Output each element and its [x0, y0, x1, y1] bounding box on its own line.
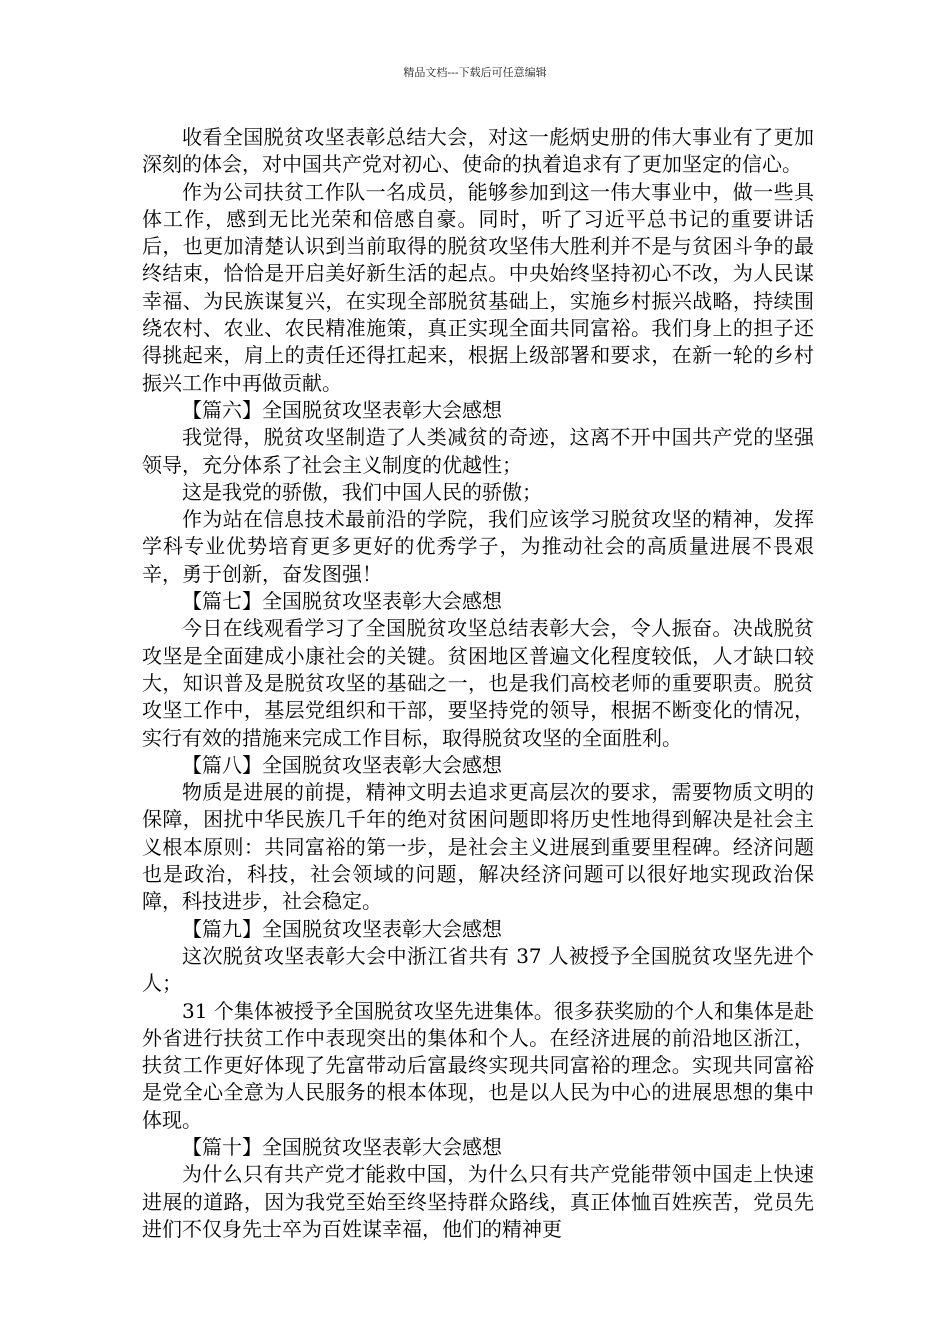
section-heading: 【篇十】全国脱贫攻坚表彰大会感想 — [182, 1134, 502, 1159]
page-header: 精品文档---下载后可任意编辑 — [403, 66, 547, 79]
paragraph: 作为公司扶贫工作队一名成员，能够参加到这一伟大事业中，做一些具体工作，感到无比光荣和倍感自豪。同时，听了习近平总书记的重要讲话后，也更加清楚认识到当前取得的脱贫攻坚伟大胜利并不是与贫困斗争的最终结束，恰恰是开启美好新生活的起点。中央始终坚持初心不改，为人民谋幸福、为民族谋复兴，在实现全部脱贫基础上，实施乡村振兴战略，持续围绕农村、农业、农民精准施策，真正实现全面共同富裕。我们身上的担子还得挑起来，肩上的责任还得扛起来，根据上级部署和要求，在新一轮的乡村振兴工作中再做贡献。 — [142, 179, 814, 395]
document-body — [142, 124, 814, 1243]
paragraph: 物质是进展的前提，精神文明去追求更高层次的要求，需要物质文明的保障，困扰中华民族几千年的绝对贫困问题即将历史性地得到解决是社会主义根本原则：共同富裕的第一步，是社会主义进展到重要里程碑。经济问题也是政治，科技，社会领域的问题，解决经济问题可以很好地实现政治保障，科技进步，社会稳定。 — [142, 780, 814, 914]
paragraph: 今日在线观看学习了全国脱贫攻坚总结表彰大会，令人振奋。决战脱贫攻坚是全面建成小康社会的关键。贫困地区普遍文化程度较低，人才缺口较大，知识普及是脱贫攻坚的基础之一，也是我们高校老师的重要职责。脱贫攻坚工作中，基层党组织和干部，要坚持党的领导，根据不断变化的情况，实行有效的措施来完成工作目标，取得脱贫攻坚的全面胜利。 — [142, 616, 814, 750]
section-heading: 【篇六】全国脱贫攻坚表彰大会感想 — [182, 397, 502, 422]
paragraph: 31 个集体被授予全国脱贫攻坚先进集体。很多获奖励的个人和集体是赴外省进行扶贫工作中表现突出的集体和个人。在经济进展的前沿地区浙江，扶贫工作更好体现了先富带动后富最终实现共同富裕的理念。实现共同富裕是党全心全意为人民服务的根本体现，也是以人民为中心的进展思想的集中体现。 — [142, 998, 814, 1132]
paragraph: 这次脱贫攻坚表彰大会中浙江省共有 37 人被授予全国脱贫攻坚先进个人； — [142, 943, 814, 996]
paragraph: 这是我党的骄傲，我们中国人民的骄傲； — [182, 479, 542, 504]
section-heading: 【篇八】全国脱贫攻坚表彰大会感想 — [182, 752, 502, 777]
section-heading: 【篇九】全国脱贫攻坚表彰大会感想 — [182, 916, 502, 941]
paragraph: 我觉得，脱贫攻坚制造了人类减贫的奇迹，这离不开中国共产党的坚强领导，充分体系了社会主义制度的优越性； — [142, 425, 814, 477]
paragraph: 收看全国脱贫攻坚表彰总结大会，对这一彪炳史册的伟大事业有了更加深刻的体会，对中国共产党对初心、使命的执着追求有了更加坚定的信心。 — [142, 125, 814, 177]
paragraph: 作为站在信息技术最前沿的学院，我们应该学习脱贫攻坚的精神，发挥学科专业优势培育更多更好的优秀学子，为推动社会的高质量进展不畏艰辛，勇于创新，奋发图强！ — [142, 507, 814, 586]
section-heading: 【篇七】全国脱贫攻坚表彰大会感想 — [182, 589, 502, 614]
paragraph: 为什么只有共产党才能救中国，为什么只有共产党能带领中国走上快速进展的道路，因为我党至始至终坚持群众路线，真正体恤百姓疾苦，党员先进们不仅身先士卒为百姓谋幸福，他们的精神更 — [142, 1162, 814, 1241]
